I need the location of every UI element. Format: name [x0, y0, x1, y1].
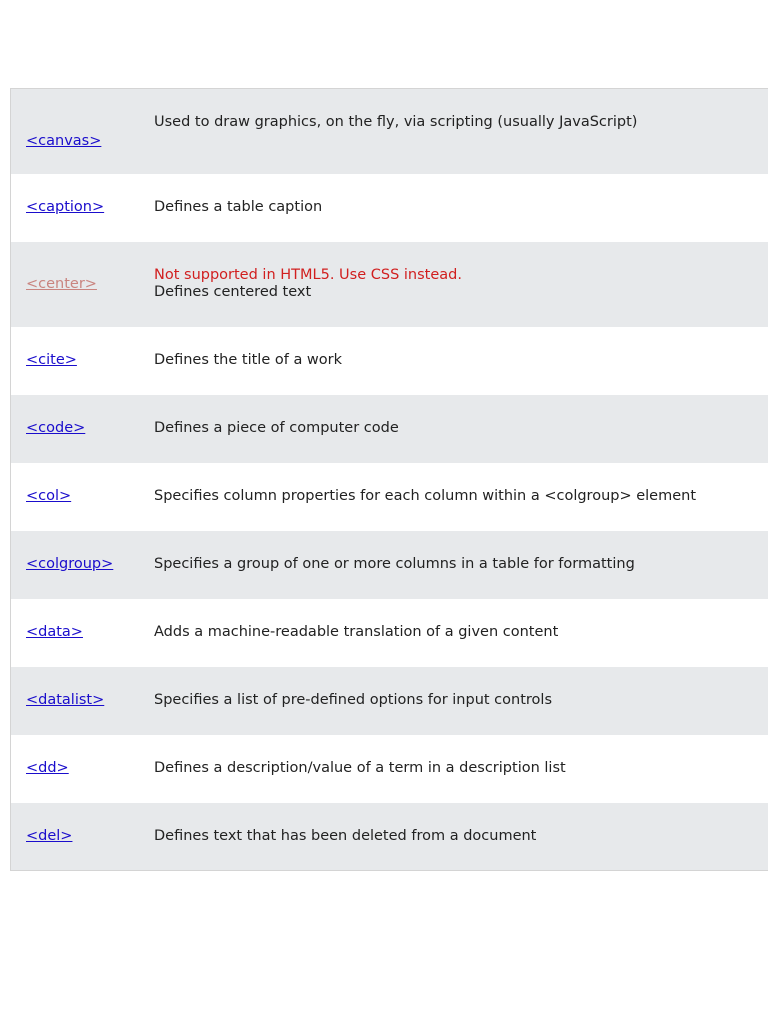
- description-cell: [154, 395, 768, 463]
- table-row: [11, 599, 768, 667]
- tag-description: Defines centered text: [154, 284, 312, 300]
- tag-cell: [11, 803, 155, 871]
- tag-cell: [11, 174, 155, 242]
- tag-link-code[interactable]: <code>: [26, 420, 86, 436]
- table-row: [11, 174, 768, 242]
- tag-link-del[interactable]: <del>: [26, 827, 73, 844]
- tag-cell: [11, 463, 155, 531]
- tag-cell: [11, 599, 155, 667]
- table-row: [11, 803, 768, 871]
- tag-cell: [11, 242, 155, 327]
- description-cell: [154, 531, 768, 599]
- table-row: [11, 242, 768, 327]
- description-cell: [154, 667, 768, 735]
- tag-description: Defines text that has been deleted from a document: [154, 827, 537, 844]
- html-tag-reference-table: [10, 88, 768, 871]
- table-row: [11, 531, 768, 599]
- table-row: [11, 735, 768, 803]
- tag-cell: [11, 327, 155, 395]
- table-row: [11, 667, 768, 735]
- table-row: [11, 327, 768, 395]
- tag-link-canvas[interactable]: <canvas>: [26, 132, 102, 149]
- tag-description: Adds a machine-readable translation of a given content: [154, 624, 559, 640]
- description-cell: [154, 803, 768, 871]
- table-row: [11, 89, 768, 174]
- tag-cell: [11, 667, 155, 735]
- tag-description: Defines a description/value of a term in a description list: [154, 760, 566, 776]
- tag-description: Used to draw graphics, on the fly, via scripting (usually JavaScript): [154, 114, 638, 130]
- deprecation-warning: Not supported in HTML5. Use CSS instead.: [154, 267, 462, 283]
- description-cell: [154, 242, 768, 327]
- tag-link-col[interactable]: <col>: [26, 488, 72, 504]
- tag-cell: [11, 89, 155, 174]
- tag-link-caption[interactable]: <caption>: [26, 199, 105, 215]
- description-cell: [154, 463, 768, 531]
- description-cell: [154, 327, 768, 395]
- tag-cell: [11, 395, 155, 463]
- tag-link-datalist[interactable]: <datalist>: [26, 692, 105, 708]
- tag-link-data[interactable]: <data>: [26, 624, 83, 640]
- tag-link-colgroup[interactable]: <colgroup>: [26, 556, 114, 572]
- tag-description: Specifies a group of one or more columns in a table for formatting: [154, 556, 635, 572]
- tag-link-cite[interactable]: <cite>: [26, 352, 77, 368]
- tag-description: Defines a table caption: [154, 199, 323, 215]
- table-row: [11, 463, 768, 531]
- tag-description: Specifies column properties for each column within a <colgroup> element: [154, 488, 697, 504]
- tag-cell: [11, 735, 155, 803]
- table-row: [11, 395, 768, 463]
- description-cell: [154, 599, 768, 667]
- description-cell: [154, 89, 768, 174]
- tag-link-center[interactable]: <center>: [26, 275, 97, 292]
- description-cell: [154, 735, 768, 803]
- tag-description: Specifies a list of pre-defined options for input controls: [154, 692, 552, 708]
- description-cell: [154, 174, 768, 242]
- tag-cell: [11, 531, 155, 599]
- tag-link-dd[interactable]: <dd>: [26, 760, 69, 776]
- tag-description: Defines a piece of computer code: [154, 420, 399, 436]
- tag-description: Defines the title of a work: [154, 352, 343, 368]
